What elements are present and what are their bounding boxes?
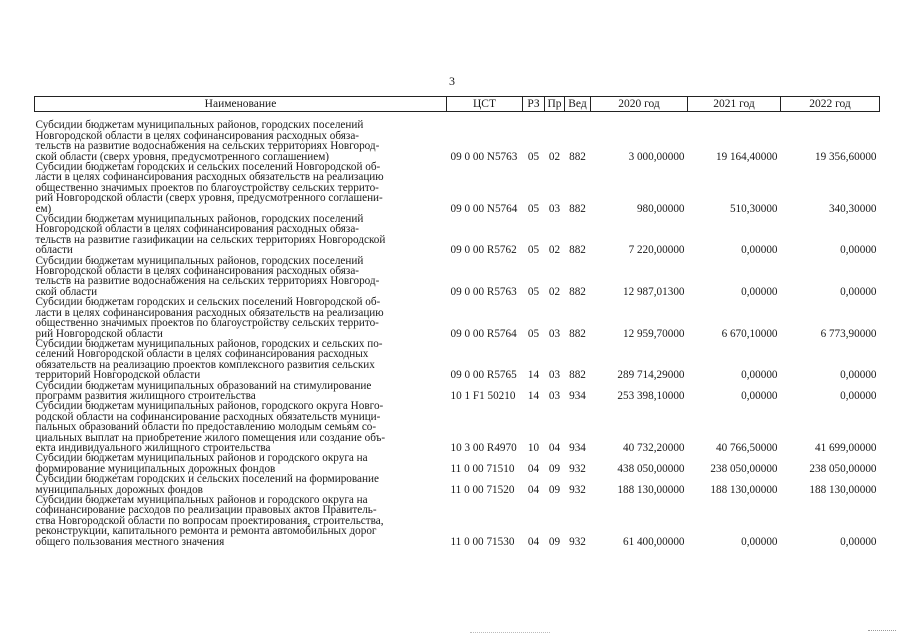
row-pr: 02 [548,285,561,298]
row-2021: 0,00000 [741,369,778,382]
row-name [35,297,447,339]
row-rz: 05 [527,327,540,340]
row-name-line: Субсидии бюджетам муниципальных районов и городского округа на [35,494,368,506]
scan-artifact-bottom [470,632,550,635]
row-2021: 510,30000 [729,202,778,215]
row-name-line: Субсидии бюджетам муниципальных районов, городских и сельских по- [35,337,383,350]
row-2021: 238 050,00000 [710,462,778,475]
row-rz: 14 [527,389,540,402]
row-2021: 0,00000 [741,535,778,548]
row-name-line: родской области на софинансирование расходных обязательств муници- [35,410,381,423]
row-cst: 10 3 00 R4970 [450,441,517,454]
row-pr: 03 [548,327,561,340]
row-name-line: ской области [35,285,98,298]
row-pr: 03 [548,369,561,382]
row-pr: 03 [548,202,561,215]
row-2022: 6 773,90000 [820,327,877,340]
scan-artifact-corner [868,630,896,634]
row-2020: 61 400,00000 [622,535,685,548]
row-name-line: ласти в целях софинансирования расходных обязательств на реализацию [35,306,384,319]
row-name-line: тельств на развитие водоснабжения на сельских территориях Новгород- [35,275,380,288]
table-row [35,495,880,547]
row-name-line: реконструкции, капитального ремонта и ремонта автомобильных дорог [35,525,377,538]
table-row [35,474,880,495]
row-2020: 980,00000 [636,202,685,215]
header-name: Наименование [35,97,447,112]
row-rz: 14 [527,369,540,382]
row-name [35,162,447,214]
table-row [35,381,880,402]
row-ved: 932 [569,483,586,496]
row-name-line: общего пользования местного значения [35,535,225,548]
row-pr: 09 [548,535,561,548]
row-ved: 882 [569,244,586,257]
row-cst: 09 0 00 R5764 [450,327,517,340]
row-name-line: рий Новгородской области [35,327,163,340]
row-cst: 09 0 00 N5763 [450,150,518,163]
row-ved: 882 [569,369,586,382]
row-name-line: территорий Новгородской области [35,369,201,382]
row-cst: 09 0 00 N5764 [450,202,518,215]
table-row [35,453,880,474]
row-name-line: Субсидии бюджетам муниципальных районов, городского округа Новго- [35,400,384,413]
row-2021: 0,00000 [741,389,778,402]
row-2021: 6 670,10000 [721,327,778,340]
table-body [35,112,880,548]
row-2022: 188 130,00000 [809,483,877,496]
row-pr: 03 [548,389,561,402]
row-name-line: ем) [35,202,52,215]
row-name-line: софинансирование расходов по реализации правовых актов Правитель- [35,504,377,517]
row-name-line: общественно значимых проектов по благоустройству сельских террито- [35,181,379,194]
row-name [35,339,447,381]
row-name-line: муниципальных дорожных фондов [35,483,203,496]
row-name [35,112,447,163]
row-rz: 05 [527,244,540,257]
row-name [35,474,447,495]
row-name-line: екта индивидуального жилищного строительства [35,441,271,454]
row-2021: 19 164,40000 [715,150,778,163]
budget-table [34,96,880,547]
row-name-line: Субсидии бюджетам городских и сельских поселений Новгородской об- [35,296,381,309]
row-ved: 932 [569,462,586,475]
row-2022: 340,30000 [828,202,877,215]
row-name-line: тельств на развитие водоснабжения на сельских территориях Новгород- [35,140,380,153]
row-2020: 188 130,00000 [617,483,685,496]
row-2022: 0,00000 [840,244,877,257]
row-name [35,495,447,547]
header-2022: 2022 год [781,97,880,112]
row-2022: 0,00000 [840,535,877,548]
row-2022: 41 699,00000 [814,441,877,454]
row-2022: 0,00000 [840,389,877,402]
row-2022: 0,00000 [840,285,877,298]
table-row [35,339,880,381]
table-row [35,297,880,339]
row-rz: 04 [527,535,540,548]
row-ved: 934 [569,389,586,402]
header-pr: Пр [545,97,565,112]
row-2022: 0,00000 [840,369,877,382]
row-name [35,401,447,453]
row-name-line: пальных образований области по предоставлению молодым семьям со- [35,421,377,434]
table-row [35,256,880,298]
row-name-line: ской области (сверх уровня, предусмотренного соглашением) [35,150,330,163]
page-number: 3 [449,74,455,88]
row-2021: 0,00000 [741,285,778,298]
row-2021: 0,00000 [741,244,778,257]
row-2020: 3 000,00000 [628,150,685,163]
header-2020: 2020 год [591,97,688,112]
row-2021: 40 766,50000 [715,441,778,454]
row-name-line: Субсидии бюджетам муниципальных районов, городских поселений [35,213,364,226]
row-pr: 02 [548,150,561,163]
header-2021: 2021 год [688,97,781,112]
header-rz: РЗ [523,97,545,112]
row-2020: 12 987,01300 [622,285,685,298]
row-rz: 05 [527,285,540,298]
row-ved: 882 [569,202,586,215]
row-2020: 12 959,70000 [622,327,685,340]
row-cst: 09 0 00 R5765 [450,369,517,382]
row-name [35,453,447,474]
row-name-line: Субсидии бюджетам муниципальных образований на стимулирование [35,379,372,392]
row-name-line: Субсидии бюджетам городских и сельских поселений на формирование [35,473,379,486]
row-name-line: Субсидии бюджетам муниципальных районов и городского округа на [35,452,368,465]
row-cst: 10 1 F1 50210 [450,389,516,402]
header-ved: Вед [565,97,591,112]
row-name-line: тельств на развитие газификации на сельских территориях Новгородской [35,233,386,246]
row-name-line: обязательств на реализацию проектов комплексного развития сельских [35,358,375,371]
row-name-line: Субсидии бюджетам муниципальных районов, городских поселений [35,119,364,132]
row-name-line: ласти в целях софинансирования расходных обязательств на реализацию [35,171,384,184]
table-row [35,162,880,214]
row-2020: 7 220,00000 [628,244,685,257]
row-2020: 253 398,10000 [617,389,685,402]
row-rz: 04 [527,462,540,475]
row-2022: 238 050,00000 [809,462,877,475]
row-pr: 09 [548,462,561,475]
row-2021: 188 130,00000 [710,483,778,496]
row-rz: 05 [527,202,540,215]
row-name-line: ства Новгородской области по вопросам проектирования, строительства, [35,514,384,527]
row-2022: 19 356,60000 [814,150,877,163]
row-ved: 882 [569,285,586,298]
row-cst: 11 0 00 71530 [450,535,515,548]
row-ved: 882 [569,327,586,340]
row-rz: 05 [527,150,540,163]
row-name-line: Субсидии бюджетам городских и сельских поселений Новгородской об- [35,161,381,173]
row-2020: 40 732,20000 [622,441,685,454]
row-name-line: циальных выплат на приобретение жилого помещения или создание объ- [35,431,386,444]
row-name-line: общественно значимых проектов по благоустройству сельских террито- [35,317,379,330]
table-row [35,214,880,256]
row-name-line: Новгородской области в целях софинансирования расходных обяза- [35,129,360,142]
row-cst: 09 0 00 R5762 [450,244,517,257]
row-name [35,214,447,256]
row-cst: 11 0 00 71520 [450,483,515,496]
row-ved: 932 [569,535,586,548]
row-cst: 11 0 00 71510 [450,462,515,475]
row-name-line: Субсидии бюджетам муниципальных районов, городских поселений [35,254,364,267]
row-rz: 10 [527,441,540,454]
row-name-line: программ развития жилищного строительства [35,389,256,402]
row-cst: 09 0 00 R5763 [450,285,517,298]
row-name-line: рий Новгородской области (сверх уровня, предусмотренного соглашени- [35,192,383,205]
table-header-row [35,97,880,112]
row-name [35,381,447,402]
row-pr: 04 [548,441,561,454]
row-name-line: Новгородской области в целях софинансирования расходных обяза- [35,265,360,278]
header-cst: ЦСТ [447,97,523,112]
table-row [35,401,880,453]
row-rz: 04 [527,483,540,496]
row-2020: 438 050,00000 [617,462,685,475]
row-name-line: Новгородской области в целях софинансирования расходных обяза- [35,223,360,236]
row-name-line: формирование муниципальных дорожных фондов [35,462,276,475]
row-name [35,256,447,298]
row-name-line: области [35,244,73,257]
row-pr: 02 [548,244,561,257]
table-row [35,112,880,163]
row-ved: 934 [569,441,586,454]
row-ved: 882 [569,150,586,163]
row-pr: 09 [548,483,561,496]
row-name-line: селений Новгородской области в целях софинансирования расходных [35,348,369,361]
row-2020: 289 714,29000 [617,369,685,382]
